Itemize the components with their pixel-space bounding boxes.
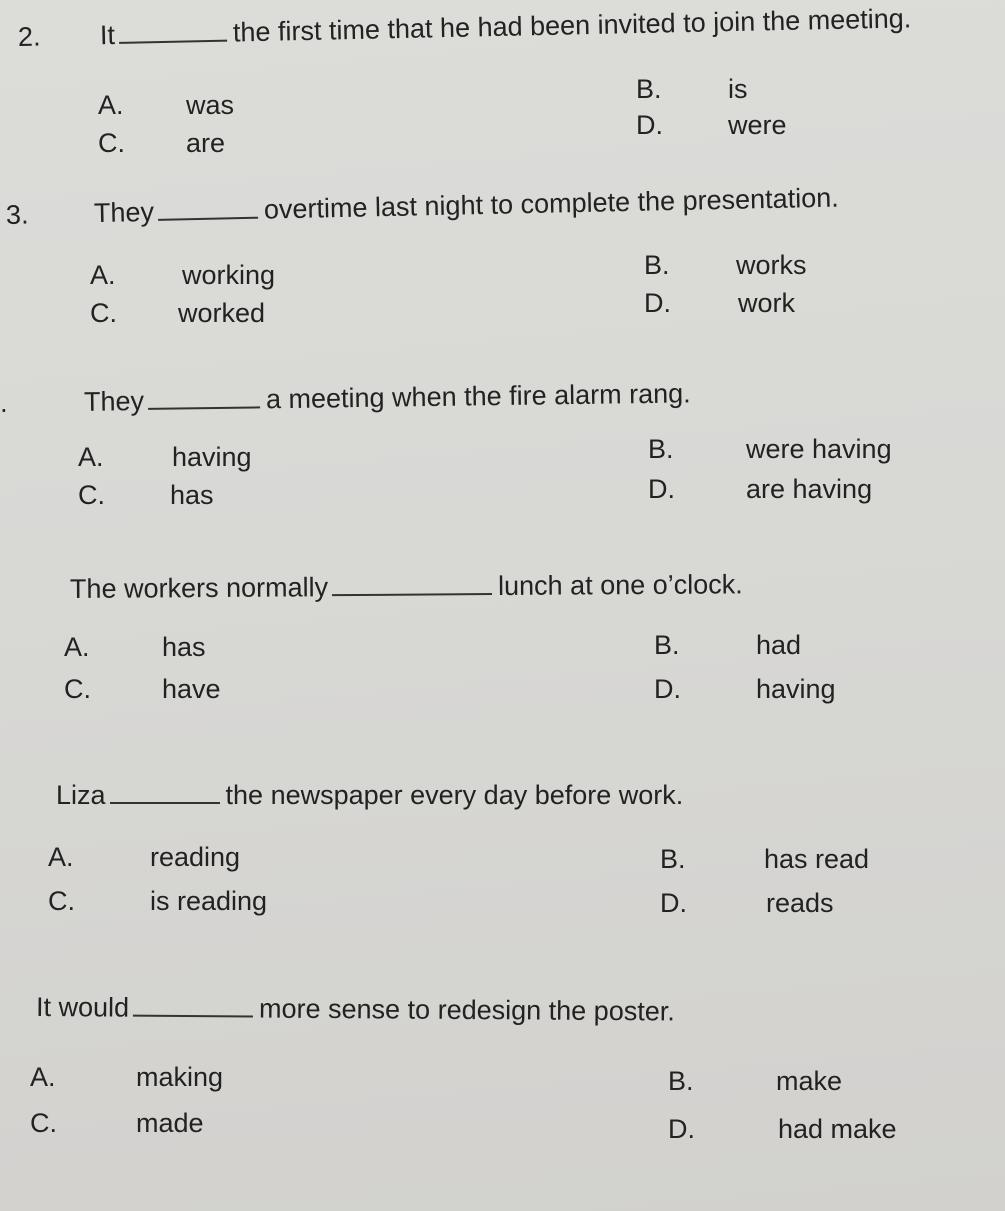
question-3-stem	[6, 183, 839, 231]
option-b: B. has read	[660, 844, 870, 874]
option-d: D. are having	[648, 474, 873, 504]
question-7-stem	[36, 992, 675, 1027]
option-a: A. has	[64, 632, 206, 662]
option-b: B. works	[644, 250, 807, 280]
option-c: C. is reading	[48, 886, 268, 916]
stem-before: The workers normally	[69, 572, 329, 604]
question-number: 3.	[5, 199, 29, 230]
answer-blank	[332, 573, 492, 596]
answer-blank	[158, 197, 258, 221]
stem-after: overtime last night to complete the presentation.	[263, 182, 839, 225]
option-a: A. having	[78, 442, 252, 472]
question-5-stem	[70, 569, 743, 605]
option-c: C. made	[30, 1108, 204, 1138]
stem-before: Liza	[56, 780, 106, 810]
question-2-stem	[18, 3, 912, 53]
stem-before: They	[93, 196, 155, 229]
option-a: A. working	[90, 260, 276, 290]
answer-blank	[133, 995, 253, 1018]
option-b: B. had	[654, 630, 802, 660]
option-c: C. have	[64, 674, 221, 704]
option-b: B. is	[636, 74, 748, 104]
question-number: .	[0, 387, 8, 418]
stem-after: a meeting when the fire alarm rang.	[265, 378, 691, 415]
stem-before: It would	[35, 992, 130, 1023]
answer-blank	[119, 20, 227, 44]
question-number: 2.	[17, 21, 41, 52]
option-b: B. make	[668, 1066, 843, 1096]
answer-blank	[110, 782, 220, 804]
option-d: D. had make	[668, 1114, 897, 1144]
option-d: D. work	[644, 288, 796, 318]
stem-before: They	[83, 385, 145, 417]
stem-after: the newspaper every day before work.	[225, 780, 684, 810]
stem-after: the first time that he had been invited to join the meeting.	[232, 3, 912, 48]
option-a: A. was	[98, 90, 235, 120]
option-c: C. has	[78, 480, 214, 510]
option-d: D. reads	[660, 888, 834, 918]
option-b: B. were having	[648, 434, 892, 464]
answer-blank	[148, 386, 260, 410]
option-d: D. having	[654, 674, 836, 704]
option-a: A. reading	[48, 842, 241, 872]
question-4-stem	[0, 378, 691, 419]
stem-after: more sense to redesign the poster.	[258, 993, 675, 1027]
stem-before: It	[99, 19, 116, 51]
option-c: C. worked	[90, 298, 266, 328]
stem-after: lunch at one o’clock.	[497, 569, 743, 602]
question-6-stem	[56, 780, 683, 811]
option-a: A. making	[30, 1062, 224, 1092]
option-c: C. are	[98, 128, 226, 158]
option-d: D. were	[636, 110, 787, 140]
